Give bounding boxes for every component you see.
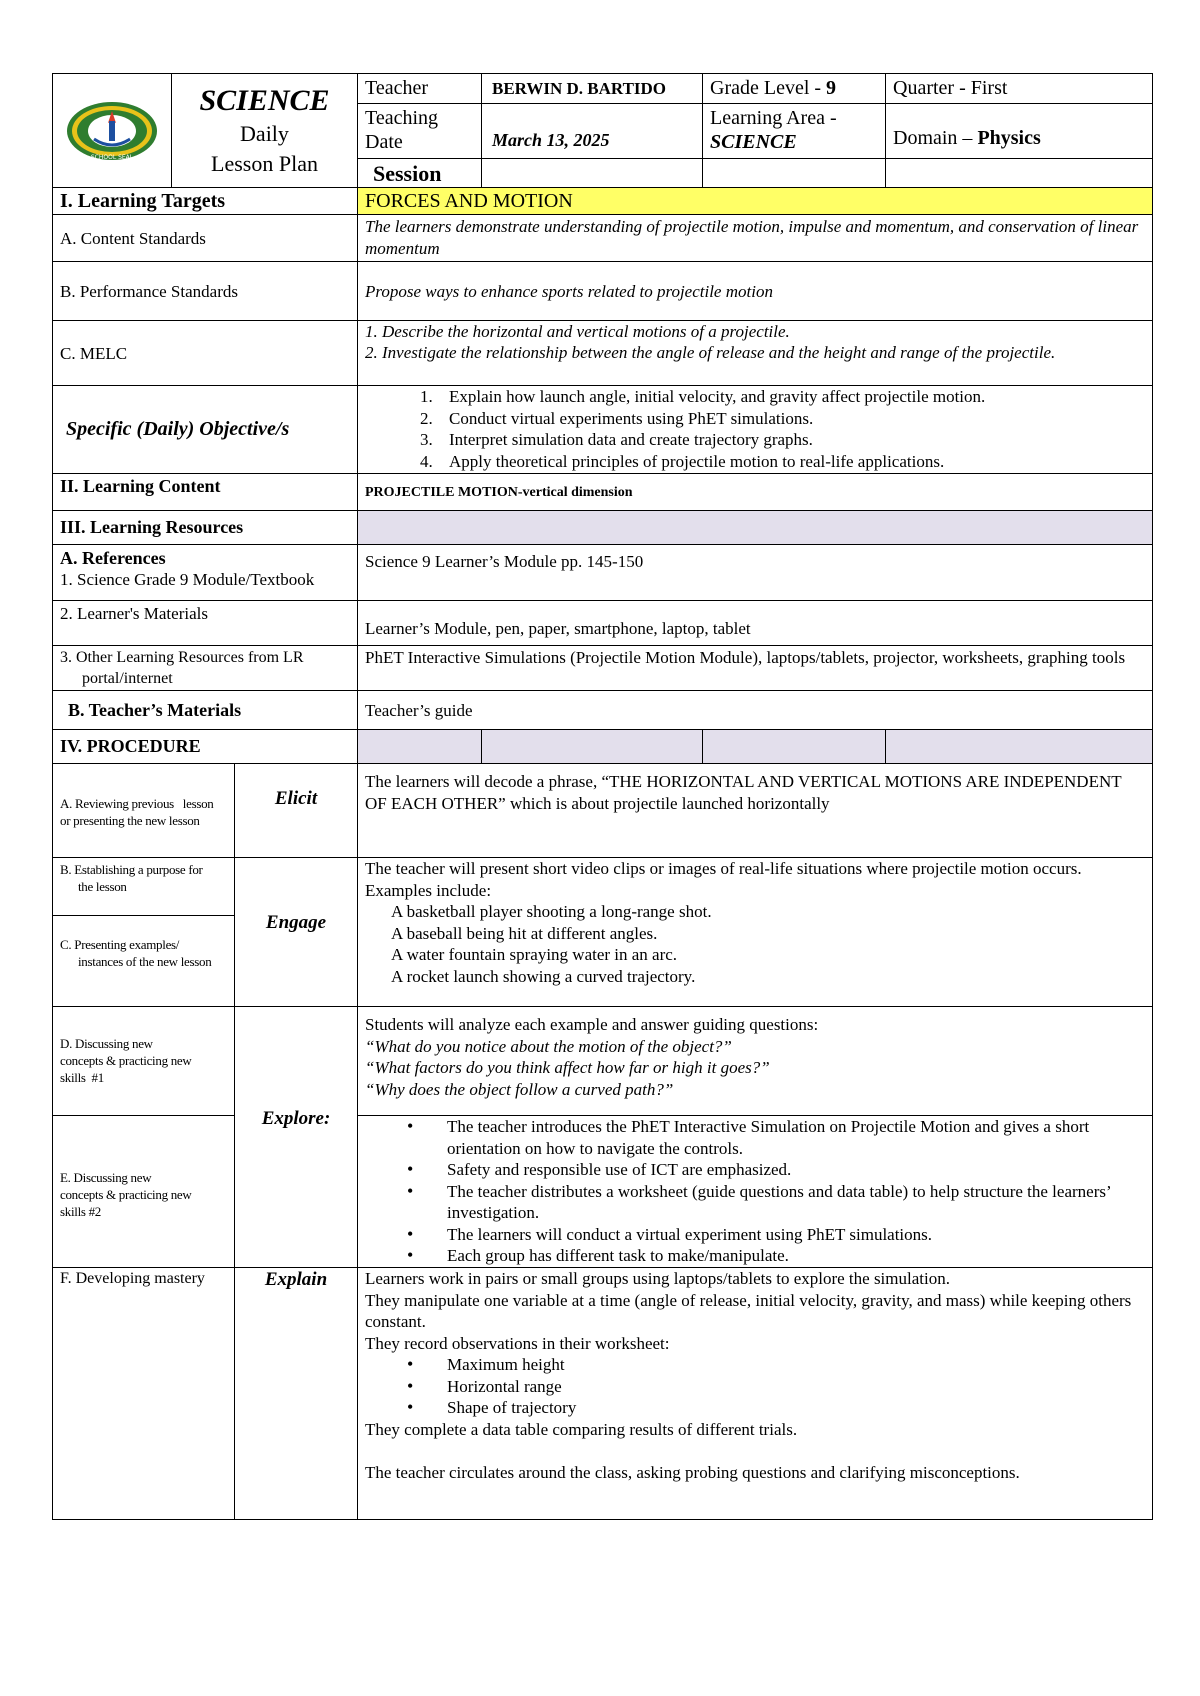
elicit-text: The learners will decode a phrase, “THE HORIZONTAL AND VERTICAL MOTIONS ARE INDEPENDENT OF EACH OTHER” which is about projectile launched horizontally	[365, 772, 1122, 813]
activity-item: • Safety and responsible use of ICT are emphasized.	[437, 1159, 1145, 1181]
step-e-label-line3: skills #2	[60, 1204, 102, 1219]
learner-materials: Learner’s Module, pen, paper, smartphone, laptop, tablet	[365, 618, 751, 638]
topic-title: FORCES AND MOTION	[365, 189, 573, 212]
other-resources-label-line1: 3. Other Learning Resources from LR	[60, 649, 304, 666]
step-d-label-line1: D. Discussing new	[60, 1036, 153, 1051]
performance-standards: Propose ways to enhance sports related to projectile motion	[365, 281, 773, 301]
melc-list	[357, 321, 1153, 385]
step-c-label-line1: C. Presenting examples/	[60, 937, 180, 952]
step-b-label-line1: B. Establishing a purpose for	[60, 862, 203, 877]
objective-item: 3. Interpret simulation data and create trajectory graphs.	[437, 429, 1145, 451]
guiding-question: “What do you notice about the motion of the object?”	[365, 1036, 732, 1056]
quarter: Quarter - First	[893, 77, 1008, 99]
svg-text:SCHOOL SEAL: SCHOOL SEAL	[90, 153, 134, 161]
learning-content-heading: II. Learning Content	[60, 476, 221, 496]
objective-item: 1. Explain how launch angle, initial velocity, and gravity affect projectile motion.	[437, 386, 1145, 408]
objective-item: 2. Conduct virtual experiments using PhET simulations.	[437, 408, 1145, 430]
content-standards: The learners demonstrate understanding of projectile motion, impulse and momentum, and conservation of linear momentum	[365, 217, 1139, 258]
step-a-label	[52, 795, 235, 835]
melc-label: C. MELC	[60, 343, 128, 363]
phase-explore: Explore:	[261, 1108, 331, 1129]
lesson-plan-title-block	[171, 83, 358, 183]
learner-materials-label: 2. Learner's Materials	[60, 604, 208, 623]
engage-intro: The teacher will present short video clips or images of real-life situations where projectile motion occurs. Examples include:	[365, 859, 1082, 900]
shaded-cell	[885, 729, 1153, 764]
explore-activities	[357, 1116, 1153, 1267]
step-e-label-line1: E. Discussing new	[60, 1170, 152, 1185]
teacher-materials: Teacher’s guide	[365, 700, 473, 720]
step-e-label	[52, 1169, 235, 1229]
plan-title-line2: Lesson Plan	[211, 151, 318, 176]
step-d-label-line2: concepts & practicing new	[60, 1053, 192, 1068]
activity-item: • Each group has different task to make/manipulate.	[437, 1245, 1145, 1267]
engage-example: A rocket launch showing a curved trajectory.	[391, 966, 696, 986]
phase-engage: Engage	[265, 912, 327, 933]
other-resources-label	[52, 647, 358, 691]
step-a-label-line1: A. Reviewing previous lesson	[60, 796, 214, 811]
domain-label: Domain –	[893, 127, 978, 149]
domain	[885, 127, 1153, 157]
teaching-label-line1: Teaching	[365, 107, 439, 129]
references-label	[52, 547, 358, 601]
cell-border	[481, 158, 703, 188]
step-a-label-line2: or presenting the new lesson	[60, 813, 200, 828]
other-resources-label-line2: portal/internet	[82, 670, 173, 687]
engage-example: A water fountain spraying water in an arc.	[391, 945, 678, 964]
grade-value: 9	[826, 77, 837, 99]
learning-area	[702, 104, 886, 159]
shaded-cell	[357, 729, 482, 764]
activity-item: • The teacher distributes a worksheet (guide questions and data table) to help structure the learners’ investigation.	[437, 1181, 1145, 1224]
engage-example: A basketball player shooting a long-range shot.	[391, 902, 712, 921]
school-seal-icon	[64, 99, 160, 163]
explore-questions	[357, 1014, 1153, 1114]
teacher-materials-label: B. Teacher’s Materials	[68, 699, 242, 720]
cell-border	[234, 1267, 358, 1520]
step-b-label-line2: the lesson	[78, 879, 127, 894]
learning-targets-heading: I. Learning Targets	[60, 189, 226, 212]
teacher-name: BERWIN D. BARTIDO	[492, 79, 667, 98]
explain-line: They complete a data table comparing results of different trials.	[365, 1419, 798, 1439]
engage-text	[357, 858, 1153, 1006]
step-c-label	[52, 936, 235, 988]
cell-border	[234, 1006, 358, 1268]
teaching-label-line2: Date	[365, 131, 403, 153]
grade-label: Grade Level -	[710, 77, 827, 99]
activity-item: • The learners will conduct a virtual experiment using PhET simulations.	[437, 1224, 1145, 1246]
procedure-heading: IV. PROCEDURE	[60, 736, 201, 756]
references-sub: 1. Science Grade 9 Module/Textbook	[60, 570, 315, 589]
shaded-cell	[357, 510, 1153, 545]
learning-area-value: SCIENCE	[710, 131, 797, 153]
references: Science 9 Learner’s Module pp. 145-150	[365, 552, 644, 571]
step-e-label-line2: concepts & practicing new	[60, 1187, 192, 1202]
explain-text	[357, 1268, 1153, 1520]
activity-item: • The teacher introduces the PhET Interactive Simulation on Projectile Motion and gives a short orientation on how to navigate the controls.	[437, 1116, 1145, 1159]
teaching-date: March 13, 2025	[492, 130, 610, 150]
phase-elicit: Elicit	[274, 788, 318, 809]
domain-value: Physics	[977, 127, 1041, 149]
session-label: Session	[373, 160, 442, 186]
explore-intro: Students will analyze each example and answer guiding questions:	[365, 1015, 819, 1034]
other-resources: PhET Interactive Simulations (Projectile Motion Module), laptops/tablets, projector, worksheets, graphing tools	[365, 648, 1126, 667]
cell-border	[52, 1267, 235, 1520]
shaded-cell	[481, 729, 703, 764]
content-standards-label: A. Content Standards	[60, 228, 206, 248]
explain-line: Learners work in pairs or small groups using laptops/tablets to explore the simulation.	[365, 1269, 950, 1288]
learning-content: PROJECTILE MOTION-vertical dimension	[365, 484, 633, 500]
cell-border	[702, 158, 886, 188]
shaded-cell	[702, 729, 886, 764]
cell-border	[885, 158, 1153, 188]
step-c-label-line2: instances of the new lesson	[78, 954, 212, 969]
lesson-plan-sheet	[52, 73, 1153, 1639]
learning-area-label: Learning Area -	[710, 107, 837, 129]
subject-title: SCIENCE	[199, 84, 330, 117]
step-d-label-line3: skills #1	[60, 1070, 104, 1085]
performance-standards-label: B. Performance Standards	[60, 281, 238, 301]
guiding-question: “What factors do you think affect how far or high it goes?”	[365, 1058, 770, 1077]
observation-item: • Horizontal range	[437, 1376, 1145, 1398]
guiding-question: “Why does the object follow a curved path?”	[365, 1079, 674, 1099]
observation-item: • Shape of trajectory	[437, 1397, 1145, 1419]
step-d-label	[52, 1035, 235, 1095]
learning-resources-heading: III. Learning Resources	[60, 517, 244, 537]
school-logo	[52, 73, 172, 188]
references-heading: A. References	[60, 548, 166, 568]
teaching-date-label	[357, 104, 482, 159]
explain-line: They manipulate one variable at a time (angle of release, initial velocity, gravity, and mass) while keeping others constant.	[365, 1290, 1132, 1331]
melc-item: 1. Describe the horizontal and vertical motions of a projectile.	[365, 322, 790, 341]
objective-item: 4. Apply theoretical principles of projectile motion to real-life applications.	[437, 451, 1145, 473]
melc-item: 2. Investigate the relationship between the angle of release and the height and range of the projectile.	[365, 343, 1056, 362]
step-b-label	[52, 861, 235, 913]
explain-line: The teacher circulates around the class, asking probing questions and clarifying misconceptions.	[365, 1462, 1020, 1482]
objectives-label: Specific (Daily) Objective/s	[66, 418, 290, 440]
engage-example: A baseball being hit at different angles.	[391, 923, 658, 943]
plan-title-line1: Daily	[240, 121, 289, 146]
grade-level	[702, 73, 886, 104]
phase-explain: Explain	[264, 1269, 328, 1290]
teacher-label: Teacher	[365, 77, 428, 99]
observation-item: • Maximum height	[437, 1354, 1145, 1376]
explain-line: They record observations in their worksheet:	[365, 1333, 670, 1353]
objectives-list	[357, 385, 1153, 474]
step-f-label: F. Developing mastery	[60, 1270, 205, 1287]
blank-line	[365, 1440, 1145, 1462]
